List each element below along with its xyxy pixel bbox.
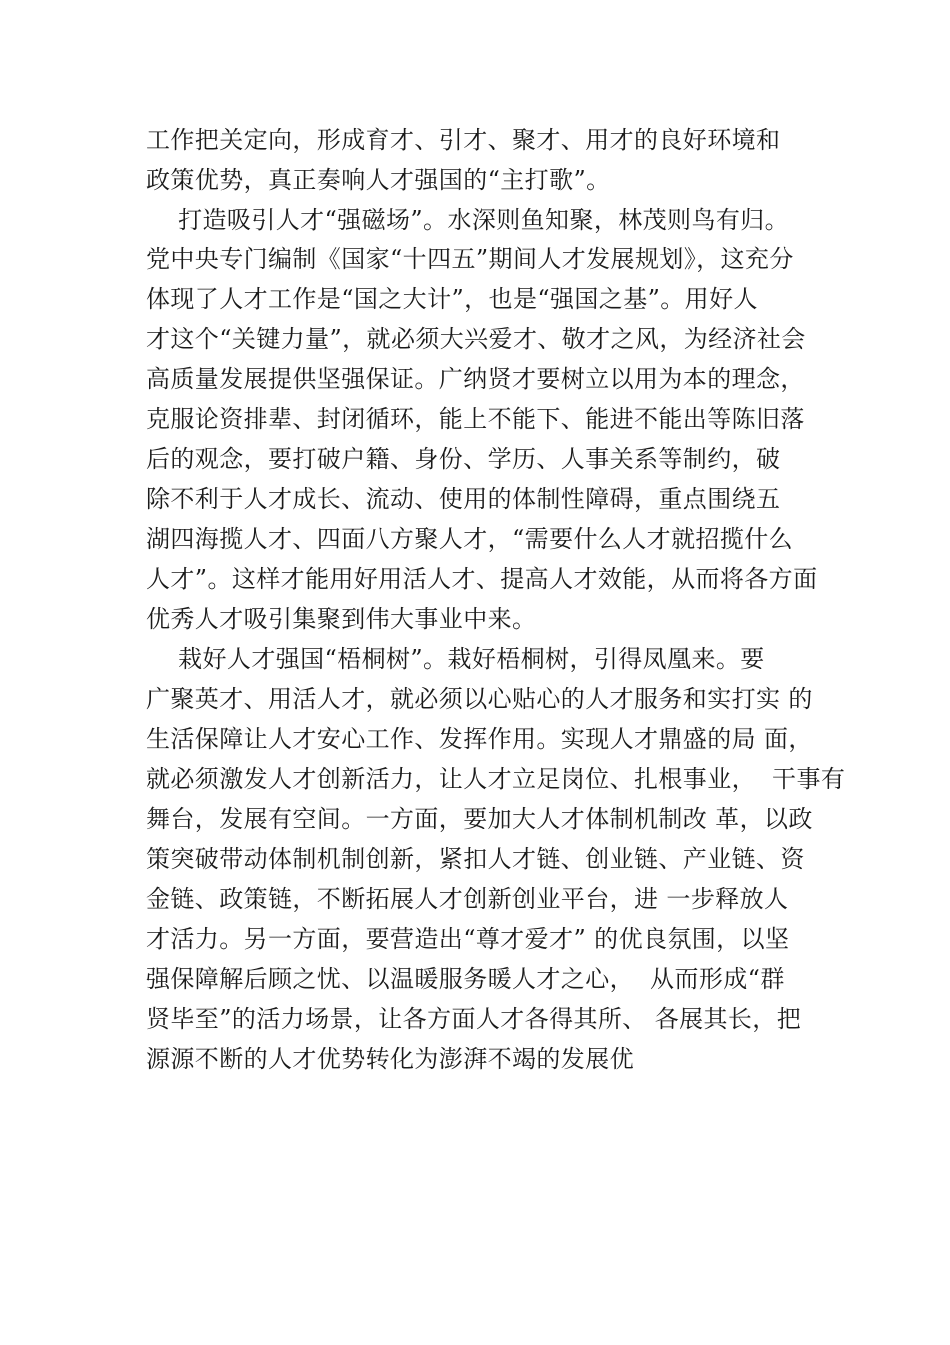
text-line: 高质量发展提供坚强保证。广纳贤才要树立以用为本的理念， (146, 365, 805, 393)
text-line: 克服论资排辈、封闭循环，能上不能下、能进不能出等陈旧落 (146, 405, 805, 433)
text-line: 体现了人才工作是“国之大计”，也是“强国之基”。用好人 (146, 285, 758, 313)
text-line: 才活力。另一方面，要营造出“尊才爱才” 的优良氛围，以坚 (146, 925, 790, 953)
text-line: 党中央专门编制《国家“十四五”期间人才发展规划》，这充分 (146, 245, 794, 273)
text-line: 强保障解后顾之忧、以温暖服务暖人才之心， 从而形成“群 (146, 965, 785, 993)
paragraph-start-line: 栽好人才强国“梧桐树”。栽好梧桐树，引得凤凰来。要 (146, 645, 765, 673)
paragraph-start-line: 打造吸引人才“强磁场”。水深则鱼知聚，林茂则鸟有归。 (146, 206, 790, 234)
text-line: 就必须激发人才创新活力，让人才立足岗位、扎根事业， 干事有 (146, 765, 846, 793)
text-line: 政策优势，真正奏响人才强国的“主打歌”。 (146, 166, 611, 194)
text-line: 优秀人才吸引集聚到伟大事业中来。 (146, 605, 537, 633)
text-line: 源源不断的人才优势转化为澎湃不竭的发展优 (146, 1045, 634, 1073)
text-line: 舞台，发展有空间。一方面，要加大人才体制机制改 革，以政 (146, 805, 813, 833)
text-line: 除不利于人才成长、流动、使用的体制性障碍，重点围绕五 (146, 485, 781, 513)
text-line: 才这个“关键力量”，就必须大兴爱才、敬才之风，为经济社会 (146, 325, 806, 353)
text-line: 人才”。这样才能用好用活人才、提高人才效能，从而将各方面 (146, 565, 818, 593)
text-line: 后的观念，要打破户籍、身份、学历、人事关系等制约，破 (146, 445, 781, 473)
text-line: 湖四海揽人才、四面八方聚人才，“需要什么人才就招揽什么 (146, 525, 794, 553)
text-line: 策突破带动体制机制创新，紧扣人才链、创业链、产业链、资 (146, 845, 805, 873)
text-line: 贤毕至”的活力场景，让各方面人才各得其所、 各展其长，把 (146, 1005, 802, 1033)
text-line: 生活保障让人才安心工作、发挥作用。实现人才鼎盛的局 面， (146, 725, 813, 753)
text-line: 广聚英才、用活人才，就必须以心贴心的人才服务和实打实 的 (146, 685, 813, 713)
text-line: 金链、政策链，不断拓展人才创新创业平台，进 一步释放人 (146, 885, 789, 913)
text-line: 工作把关定向，形成育才、引才、聚才、用才的良好环境和 (146, 126, 781, 154)
